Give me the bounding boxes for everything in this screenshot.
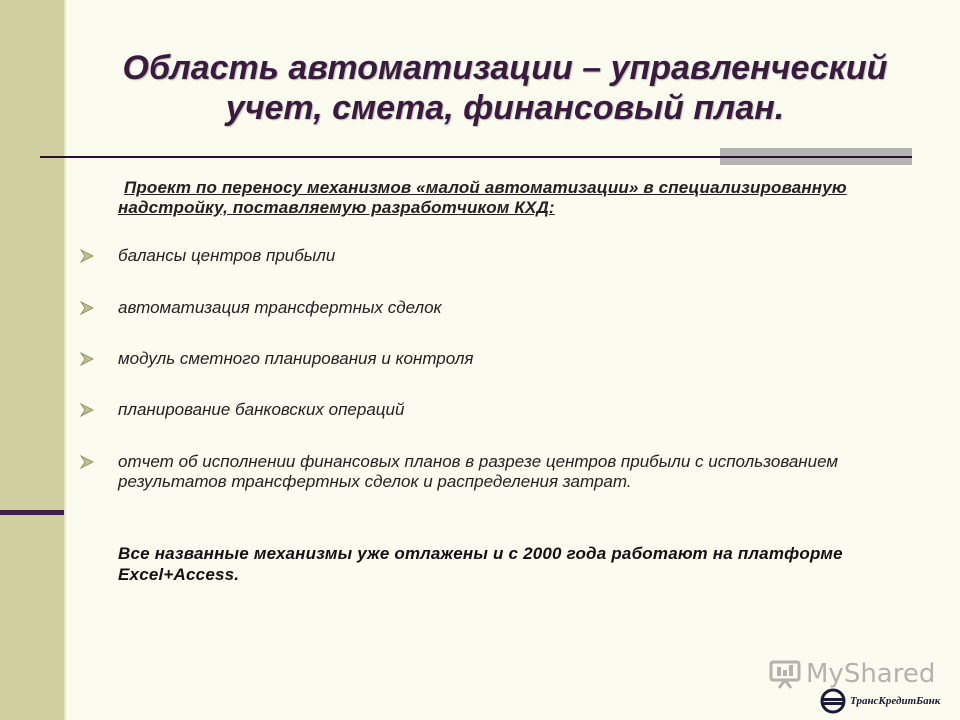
title-divider-block [720,148,912,165]
closing-statement: Все названные механизмы уже отлажены и с 2000 года работают на платформе Excel+Access. [118,544,843,584]
left-decorative-bar [0,0,64,720]
arrow-bullet-icon [80,403,94,417]
list-item-text: планирование банковских операций [118,400,405,419]
watermark-text: MyShared [806,659,936,689]
list-item [80,298,860,318]
intro-text-content: Проект по переносу механизмов «малой автоматизации» в специализированную надстройку, поставляемую разработчиком КХД: [118,178,847,217]
presentation-board-icon [768,659,802,689]
bank-logo [820,688,940,714]
bank-emblem-icon [820,688,846,714]
list-item [80,452,860,492]
arrow-bullet-icon [80,352,94,366]
list-item-text: балансы центров прибыли [118,246,336,265]
intro-text [118,178,908,218]
arrow-bullet-icon [80,455,94,469]
myshared-watermark [768,658,935,690]
slide-title-line1: Область автоматизации – управленческий [122,49,888,87]
arrow-bullet-icon [80,249,94,263]
slide-title-line2: учет, смета, финансовый план. [225,89,785,127]
list-item-text: автоматизация трансфертных сделок [118,298,442,317]
list-item [80,246,860,266]
list-item-text: отчет об исполнении финансовых планов в разрезе центров прибыли с использованием результатов трансфертных сделок и распределения затрат. [118,452,839,491]
arrow-bullet-icon [80,301,94,315]
bank-name: ТрансКредитБанк [850,695,941,707]
left-accent-stripe [0,510,64,515]
list-item [80,349,860,369]
left-bar-edge [64,0,66,720]
list-item-text: модуль сметного планирования и контроля [118,349,474,368]
list-item [80,400,860,420]
slide-title [80,48,930,128]
